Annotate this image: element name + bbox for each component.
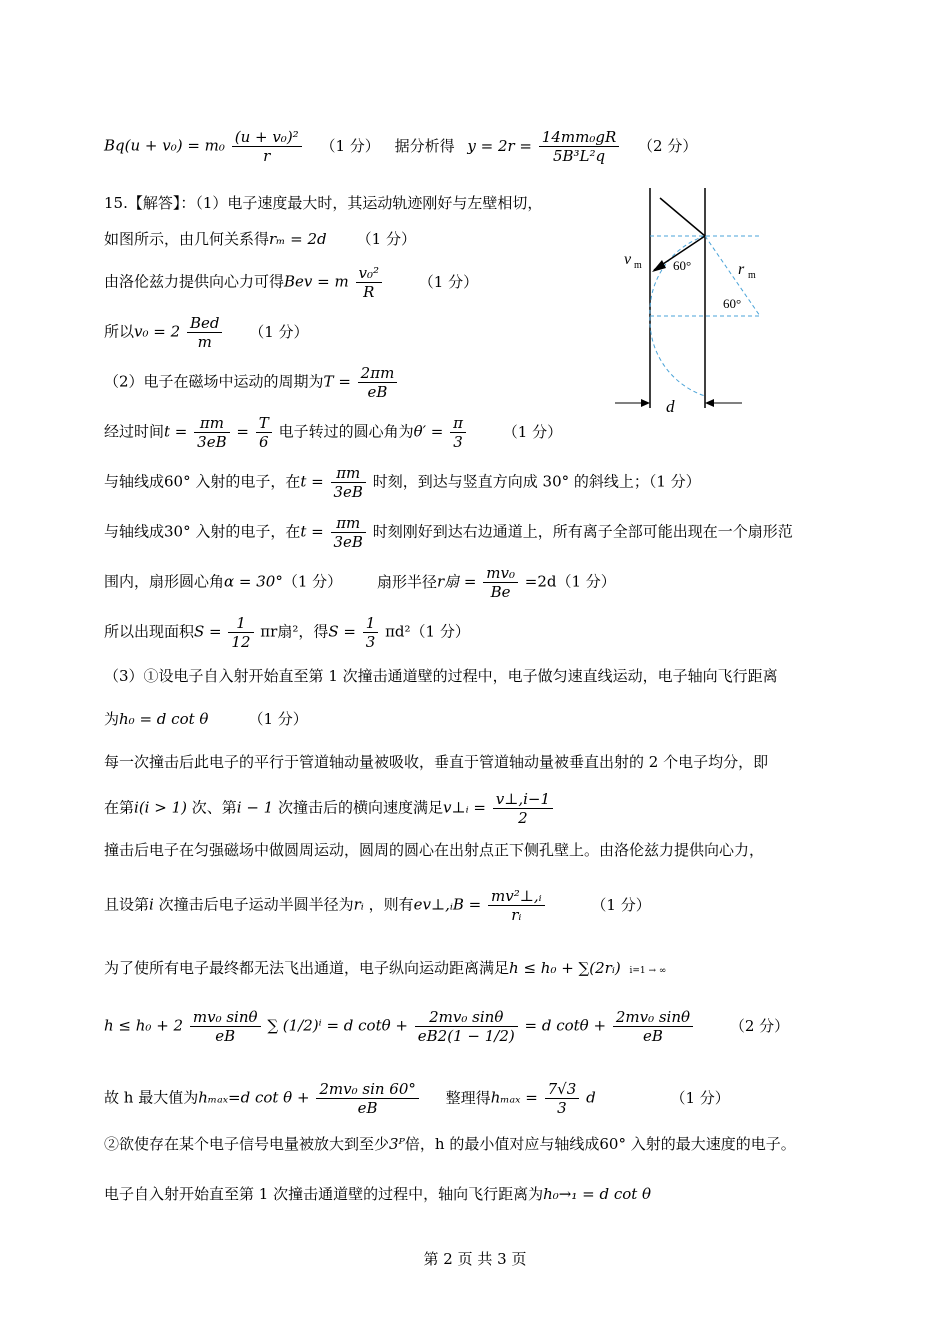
line-5: （2）电子在磁场中运动的周期为T = $\frac{2\pi m}{eB}$ [104,364,399,401]
line-13: 每一次撞击后此电子的平行于管道轴动量被吸收，垂直于管道轴动量被垂直出射的 2 个电子均分，即 [104,753,769,771]
line-4: 所以v₀ = 2 $\frac{\text{Bed}}{m}$ （1 分） [104,314,309,351]
line-11: （3）①设电子自入射开始直至第 1 次撞击通道壁的过程中，电子做匀速直线运动，电子轴向飞行距离 [104,667,778,685]
solution-title: 15.【解答】：（1）电子速度最大时，其运动轨迹刚好与左壁相切， [104,194,543,212]
score: （2 分） [638,136,698,155]
text: 据分析得 [394,136,455,155]
line-17: 为了使所有电子最终都无法飞出通道，电子纵向运动距离满足h ≤ h₀ + ∑(2rᵢ) i=1 → ∞ [104,959,667,977]
label-60-right: 60° [723,296,742,311]
line-8: 与轴线成30° 入射的电子，在t = $\frac{\pi m}{3eB}$ 时刻刚好到达右边通道上，所有离子全部可能出现在一个扇形范 [104,514,793,551]
line-14: 在第i(i > 1) 次、第i − 1 次撞击后的横向速度满足v⊥ᵢ = $\frac{v\perp,i-1}{2}$ [104,790,555,827]
incident-arrow [660,198,705,236]
label-rm-sub: m [748,270,756,281]
line-10: 所以出现面积S = $\frac{1}{12}$ πr扇²，得S = $\frac{1}{3}$ πd²（1 分） [104,614,470,651]
line-3: 由洛伦兹力提供向心力可得Bev = m $\frac{\text{v₀²}}{R}$ （1 分） [104,264,479,301]
geometry-figure [610,188,790,418]
velocity-arrowhead [652,260,666,272]
formula-line-1 [104,128,697,165]
d-arrowhead-left [641,399,650,407]
formula: y = 2r = [467,136,533,155]
line-19: 故 h 最大值为hₘₐₓ=d cot θ + $\frac{\text{2mv₀ sin 60°}}{eB}$ 整理得hₘₐₓ = $\frac{7√3}{3}$ d （1 分） [104,1080,730,1117]
line-7: 与轴线成60° 入射的电子，在t = $\frac{\pi m}{3eB}$ 时刻，到达与竖直方向成 30° 的斜线上；（1 分） [104,464,701,501]
line-18: h ≤ h₀ + 2 $\frac{\text{mv₀ sinθ}}{eB}$ ∑ (1/2)ⁱ = d cotθ + $\frac{\text{2mv₀ sinθ}}{eB2(1 - 1/2)}$ = d cotθ + $\frac{\text{2mv₀ sinθ}}{eB}$ （2 分） [104,1008,790,1045]
line-15: 撞击后电子在匀强磁场中做圆周运动，圆周的圆心在出射点正下侧孔壁上。由洛伦兹力提供向心力， [104,841,765,859]
line-6: 经过时间t = $\frac{\pi m}{3eB}$ = $\frac{T}{6}$ 电子转过的圆心角为θ′ = $\frac{\pi}{3}$ （1 分） [104,414,563,451]
page-footer: 第 2 页 共 3 页 [423,1250,527,1268]
fraction: $\frac{\text{14mm₀gR}}{\text{5B³L²q}}$ [539,128,619,165]
line-16: 且设第i 次撞击后电子运动半圆半径为rᵢ ，则有ev⊥,ᵢB = $\frac{\text{mv²⊥,ᵢ}}{\text{rᵢ}}$ （1 分） [104,887,651,924]
line-20: ②欲使存在某个电子信号电量被放大到至少3ᴾ倍，h 的最小值对应与轴线成60° 入射的最大速度的电子。 [104,1135,796,1153]
label-60-top: 60° [673,258,692,273]
label-vm-sub: m [634,260,642,271]
line-21: 电子自入射开始直至第 1 次撞击通道壁的过程中，轴向飞行距离为h₀→₁ = d cot θ [104,1185,652,1203]
label-d: d [666,397,675,416]
score: （1 分） [320,136,380,155]
line-9: 围内，扇形圆心角α = 30°（1 分） 扇形半径r扇 = $\frac{\text{mv₀}}{Be}$ =2d（1 分） [104,564,616,601]
label-rm: r [738,261,745,278]
label-vm: v [624,251,632,268]
d-arrowhead-right [705,399,714,407]
line-2: 如图所示，由几何关系得rₘ = 2d （1 分） [104,230,416,248]
formula: Bq(u + v₀) = m₀ [104,136,225,155]
fraction: $\frac{\text{(u + v₀)²}}{r}$ [232,128,302,165]
line-12: 为h₀ = d cot θ （1 分） [104,710,308,728]
